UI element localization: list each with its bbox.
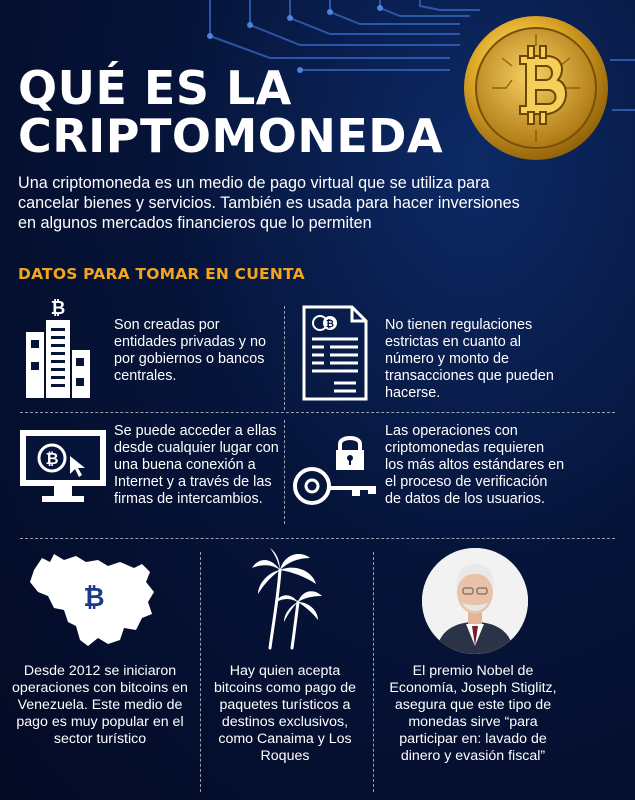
bitcoin-coin-icon <box>462 14 610 162</box>
title-line-1: QUÉ ES LA <box>18 61 292 115</box>
fact-text: Se puede acceder a ellas desde cualquier lugar con una buena conexión a Internet y a través de las firmas de intercambios. <box>114 423 279 507</box>
portrait-illustration <box>422 548 528 654</box>
divider <box>284 420 285 524</box>
svg-text:₿: ₿ <box>325 319 335 330</box>
venezuela-map-icon <box>24 548 158 650</box>
lock-key-icon <box>292 434 378 510</box>
divider <box>20 412 615 413</box>
bitcoin-document-icon <box>300 305 368 401</box>
person-photo <box>422 548 528 654</box>
page-title <box>18 61 444 163</box>
intro-text: Una criptomoneda es un medio de pago virtual que se utiliza para cancelar bienes y servicios. También es usada para hacer inversiones en algunos mercados financieros que lo permiten <box>18 174 520 232</box>
section-title: DATOS PARA TOMAR EN CUENTA <box>18 265 305 283</box>
divider <box>373 552 374 792</box>
fact-text: Las operaciones con criptomonedas requieren los más altos estándares en el proceso de verificación de datos de los usuarios. <box>385 423 565 507</box>
title-line-2: CRIPTOMONEDA <box>18 109 444 163</box>
divider <box>200 552 201 792</box>
fact-text: No tienen regulaciones estrictas en cuanto al número y monto de transacciones que pueden hacerse. <box>385 317 554 401</box>
bitcoin-building-icon <box>22 298 94 400</box>
svg-text:₿: ₿ <box>45 449 59 468</box>
palm-tree-icon <box>250 548 324 650</box>
fact-text: Son creadas por entidades privadas y no por gobiernos o bancos centrales. <box>114 317 267 384</box>
bottom-text: Desde 2012 se iniciaron operaciones con bitcoins en Venezuela. Este medio de pago es muy popular en el sector turístico <box>12 663 188 747</box>
svg-text:₿: ₿ <box>83 583 105 613</box>
bitcoin-computer-icon <box>18 428 108 508</box>
bottom-text: Hay quien acepta bitcoins como pago de paquetes turísticos a destinos exclusivos, como Canaima y Los Roques <box>214 663 356 764</box>
divider <box>20 538 615 539</box>
divider <box>284 306 285 410</box>
bottom-text: El premio Nobel de Economía, Joseph Stiglitz, asegura que este tipo de monedas sirve “para participar en: lavado de dinero y evasión fiscal” <box>389 663 557 764</box>
svg-text:₿: ₿ <box>50 298 66 319</box>
